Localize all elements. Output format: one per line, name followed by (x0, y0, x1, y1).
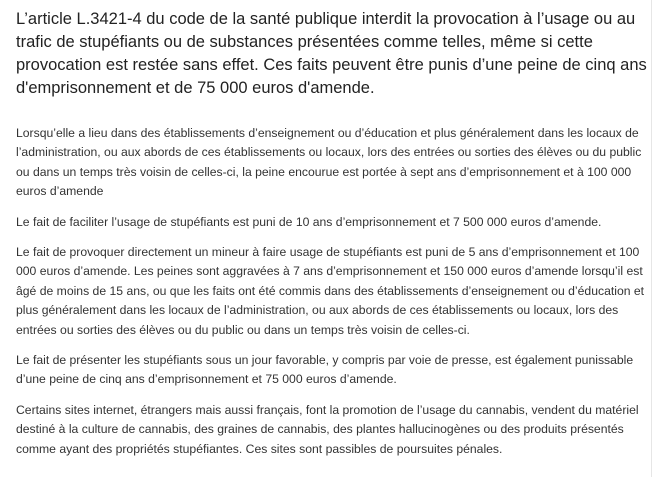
paragraph-favorable-presentation: Le fait de présenter les stupéfiants sous un jour favorable, y compris par voie de presse, est également punissable d’une peine de cinq ans d’emprisonnement et 75 000 euros d’amende. (16, 353, 634, 387)
scrollbar[interactable] (651, 0, 666, 477)
lead-paragraph: L’article L.3421-4 du code de la santé publique interdit la provocation à l’usage ou au trafic de stupéfiants ou de substances présentées comme telles, même si cette provocation est restée sans effet. Ces faits peuvent être punis d’une peine de cinq ans d'emprisonnement et de 75 000 euros d'amende. (16, 10, 647, 97)
paragraph-minor-provocation: Le fait de provoquer directement un mineur à faire usage de stupéfiants est puni de 5 ans d’emprisonnement et 100 000 euros d’amende. Les peines sont aggravées à 7 ans d’emprisonnement et 150 000 euros d’amende lorsqu’il est âgé de moins de 15 ans, ou que les faits ont été commis dans des établissements d’enseignement ou d’éducation et plus généralement dans les locaux de l’administration, ou aux abords de ces établissements ou locaux, lors des entrées ou sorties des élèves ou du public ou dans un temps très voisin de celles-ci. (16, 245, 645, 337)
paragraph-websites: Certains sites internet, étrangers mais aussi français, font la promotion de l’usage du cannabis, vendent du matériel destiné à la culture de cannabis, des graines de cannabis, des plantes hallucinogènes ou des produits présentés comme ayant des propriétés stupéfiantes. Ces sites sont passibles de poursuites pénales. (16, 402, 639, 456)
paragraph-school-aggravation: Lorsqu’elle a lieu dans des établissements d’enseignement ou d’éducation et plus généralement dans les locaux de l’administration, ou aux abords de ces établissements ou locaux, lors des entrées ou sorties des élèves ou du public ou dans un temps très voisin de celles-ci, la peine encourue est portée à sept ans d’emprisonnement et à 100 000 euros d’amende (16, 126, 642, 199)
paragraph-facilitation: Le fait de faciliter l’usage de stupéfiants est puni de 10 ans d’emprisonnement et 7 500 000 euros d’amende. (16, 214, 602, 229)
article-content (16, 8, 648, 470)
